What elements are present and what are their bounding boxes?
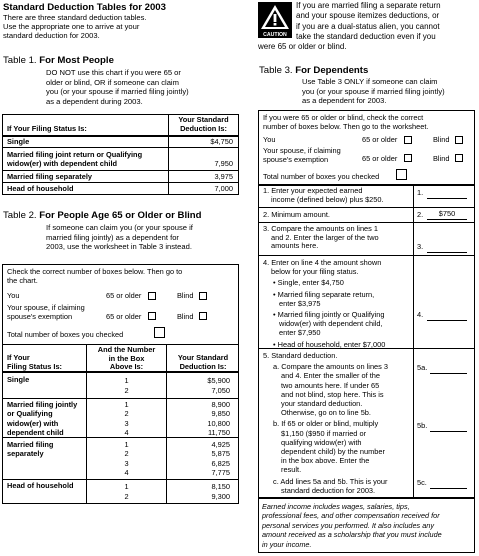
you-65-checkbox[interactable] — [148, 292, 156, 300]
table2-col2-header: And the Number in the Box Above Is: — [97, 345, 156, 372]
table-cell-amount: $4,750 — [210, 137, 233, 146]
table2-note: If someone can claim you (or your spouse if married filing jointly) as a dependent for 2003, use the worksheet in Table 3 instead. — [46, 223, 193, 252]
table1-note: DO NOT use this chart if you were 65 or older or blind, OR if someone can claim you (or your spouse if married filing jointly) as a dependent during 2003. — [46, 68, 189, 106]
line-5b-input[interactable] — [430, 431, 467, 432]
table1-col2-header: Your Standard Deduction Is: — [178, 115, 229, 133]
dep-spouse-blind-checkbox[interactable] — [455, 154, 463, 162]
table-row: Single — [7, 375, 30, 384]
worksheet-line-4: 4. Enter on line 4 the amount shown below for your filing status. • Single, enter $4,750 • Married filing separate return, enter $3,975 • Married filing jointly or Qualifying widow(er) with dependent child, enter $7,950 • Head of household, enter $7,000 — [263, 258, 386, 349]
svg-text:CAUTION: CAUTION — [263, 32, 287, 38]
table2-col3-header: Your Standard Deduction Is: — [177, 353, 229, 371]
worksheet-line-1: 1. Enter your expected earned income (defined below) plus $250. — [263, 186, 384, 204]
table2-col1-header: If Your Filing Status Is: — [7, 353, 63, 371]
dep-you-blind-checkbox[interactable] — [455, 136, 463, 144]
line-3-input[interactable] — [427, 252, 467, 253]
caution-text: If you are married filing a separate return and your spouse itemizes deductions, or if you are a dual-status alien, you cannot take the standard deduction even if you — [296, 1, 441, 41]
earned-income-footnote: Earned income includes wages, salaries, tips, professional fees, and other compensation received for personal services you performed. It also includes any amount received as a scholarship that you must include in your income. — [262, 502, 442, 549]
table-row: Married filing separately — [7, 440, 54, 459]
table-row: Married filing joint return or Qualifying widow(er) with dependent child — [7, 150, 143, 168]
spouse-65-checkbox[interactable] — [148, 312, 156, 320]
spouse-blind-checkbox[interactable] — [199, 312, 207, 320]
dep-spouse-65-checkbox[interactable] — [404, 154, 412, 162]
table3-note: Use Table 3 ONLY if someone can claim you (or your spouse if married filing jointly) as a dependent for 2003. — [302, 77, 445, 106]
dep-total-boxes-field[interactable] — [396, 169, 407, 180]
table1-heading: Table 1. For Most People — [3, 55, 114, 66]
table-cell-amount: 7,000 — [214, 184, 233, 193]
caution-icon — [258, 2, 292, 38]
dep-you-65-checkbox[interactable] — [404, 136, 412, 144]
table-row: Single — [7, 137, 30, 146]
worksheet-line-5: 5. Standard deduction. a. Compare the amounts on lines 3 and 4. Enter the smaller of the two amounts here. If under 65 and not blind, stop here. This is your standard deduction. Otherwise, go on to line 5b. b. If 65 or older or blind, multiply $1,150 ($950 if married or qualifying widow(er) with dependent child) by the number in the box above. Enter the result. c. Add lines 5a and 5b. This is your standard deduction for 2003. — [263, 351, 389, 495]
line-4-input[interactable] — [427, 320, 467, 321]
total-boxes-field[interactable] — [154, 327, 165, 338]
page-title: Standard Deduction Tables for 2003 — [3, 2, 166, 13]
table-row: Head of household — [7, 184, 74, 193]
intro-text: There are three standard deduction tables. Use the appropriate one to arrive at your standard deduction for 2003. — [3, 13, 147, 41]
worksheet-line-3: 3. Compare the amounts on lines 1 and 2. Enter the larger of the two amounts here. — [263, 224, 379, 251]
worksheet-line-2: 2. Minimum amount. — [263, 210, 330, 219]
table-cell-amount: 3,975 — [214, 172, 233, 181]
table-row: Married filing jointly or Qualifying widow(er) with dependent child — [7, 400, 78, 438]
table-row: Married filing separately — [7, 172, 93, 181]
table2-heading: Table 2. For People Age 65 or Older or Blind — [3, 210, 202, 221]
table-row: Head of household — [7, 481, 74, 490]
line-5a-input[interactable] — [430, 373, 467, 374]
you-blind-checkbox[interactable] — [199, 292, 207, 300]
table3-heading: Table 3. For Dependents — [259, 65, 369, 76]
line-5c-input[interactable] — [430, 488, 467, 489]
table1-col1-header: If Your Filing Status Is: — [7, 124, 87, 133]
line-2-value: $750 — [438, 209, 456, 218]
line-1-input[interactable] — [427, 198, 467, 199]
table-cell-amount: 7,950 — [214, 159, 233, 168]
